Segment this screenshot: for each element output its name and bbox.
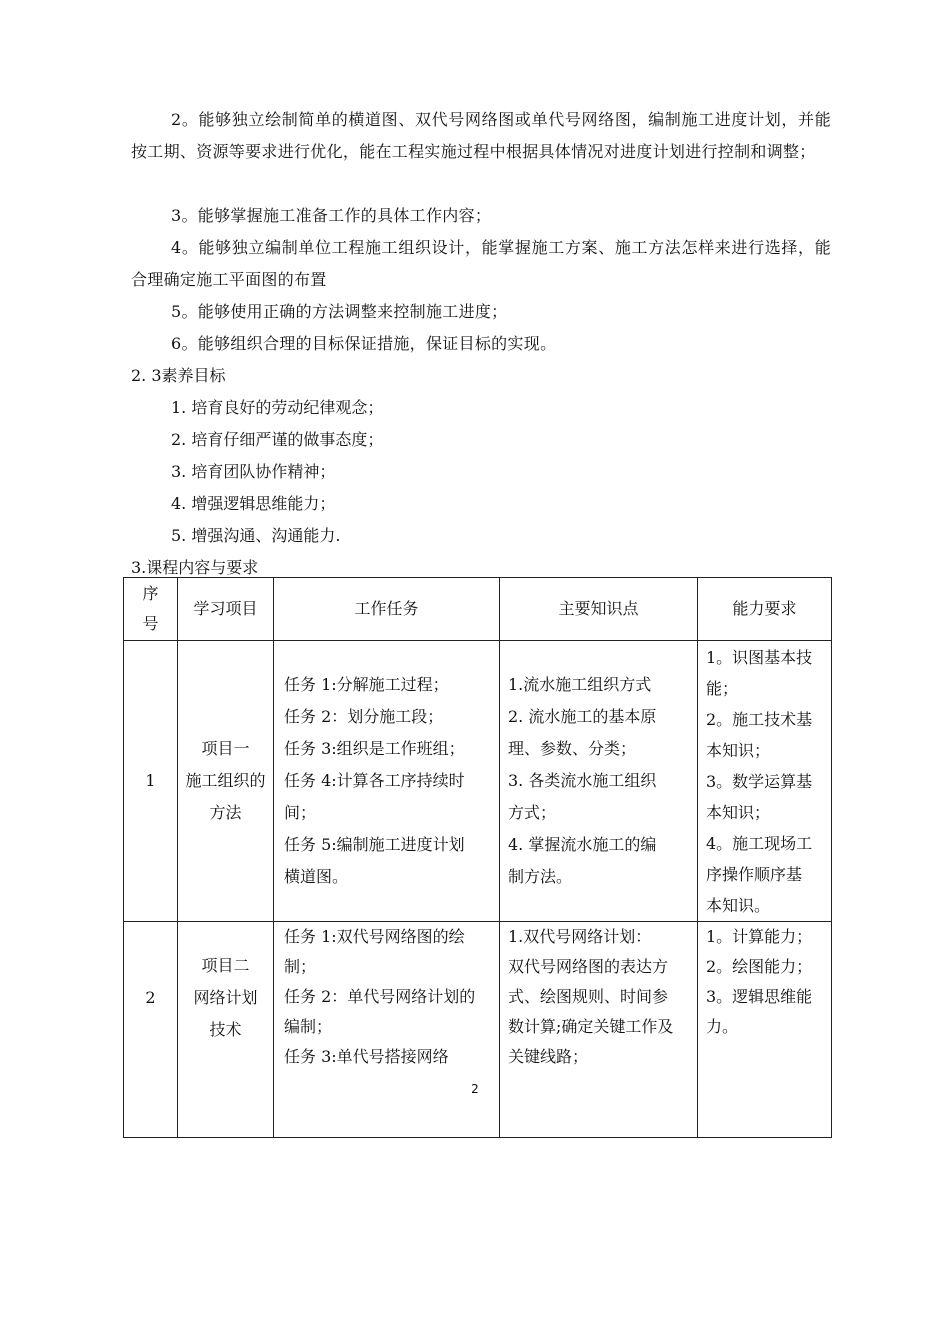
project-name: 项目一 施工组织的 方法: [178, 641, 274, 922]
project-name: 项目二 网络计划 技术: [178, 922, 274, 1138]
table-header-row: [124, 578, 832, 641]
work-tasks: 任务 1:双代号网络图的绘 制； 任务 2：单代号网络计划的 编制； 任务 3:单代号搭接网络: [274, 922, 500, 1138]
paragraph-2: 2。能够独立绘制简单的横道图、双代号网络图或单代号网络图，编制施工进度计划，并能按工期、资源等要求进行优化，能在工程实施过程中根据具体情况对进度计划进行控制和调整；: [131, 110, 831, 161]
work-tasks: 任务 1:分解施工过程； 任务 2：划分施工段； 任务 3:组织是工作班组； 任务 4:计算各工序持续时 间； 任务 5:编制施工进度计划 横道图。: [274, 641, 500, 922]
paragraph-5: 5。能够使用正确的方法调整来控制施工进度；: [171, 302, 508, 321]
list-item: 1. 培育良好的劳动纪律观念；: [171, 398, 384, 417]
course-content-table: [123, 577, 832, 1138]
header-ability-requirements: 能力要求: [698, 578, 832, 641]
section-heading-2-3: 2. 3素养目标: [131, 366, 226, 385]
paragraph-4: 4。能够独立编制单位工程施工组织设计，能掌握施工方案、施工方法怎样来进行选择，能合理确定施工平面图的布置: [131, 238, 831, 289]
key-knowledge: 1.双代号网络计划： 双代号网络图的表达方 式、绘图规则、时间参 数计算;确定关键工作及 关键线路；: [500, 922, 698, 1138]
header-key-knowledge: 主要知识点: [500, 578, 698, 641]
list-item: 3. 培育团队协作精神；: [171, 462, 336, 481]
row-number: 2: [124, 922, 178, 1138]
paragraph-6: 6。能够组织合理的目标保证措施，保证目标的实现。: [171, 334, 557, 353]
header-serial-number: 序号: [124, 578, 178, 641]
ability-requirements: 1。识图基本技 能； 2。施工技术基 本知识； 3。数学运算基 本知识； 4。施工现场工 序操作顺序基 本知识。: [698, 641, 832, 922]
row-number: 1: [124, 641, 178, 922]
ability-requirements: 1。计算能力； 2。绘图能力； 3。逻辑思维能 力。: [698, 922, 832, 1138]
table-row: [124, 641, 832, 922]
key-knowledge: 1.流水施工组织方式 2. 流水施工的基本原 理、参数、分类； 3. 各类流水施工组织 方式； 4. 掌握流水施工的编 制方法。: [500, 641, 698, 922]
header-work-tasks: 工作任务: [274, 578, 500, 641]
paragraph-3: 3。能够掌握施工准备工作的具体工作内容；: [171, 206, 492, 225]
list-item: 2. 培育仔细严谨的做事态度；: [171, 430, 384, 449]
list-item: 4. 增强逻辑思维能力；: [171, 494, 336, 513]
list-item: 5. 增强沟通、沟通能力.: [171, 526, 341, 545]
table-row: [124, 922, 832, 1138]
page-number: 2: [471, 1082, 479, 1096]
section-heading-3: 3.课程内容与要求: [131, 558, 259, 577]
header-learning-project: 学习项目: [178, 578, 274, 641]
